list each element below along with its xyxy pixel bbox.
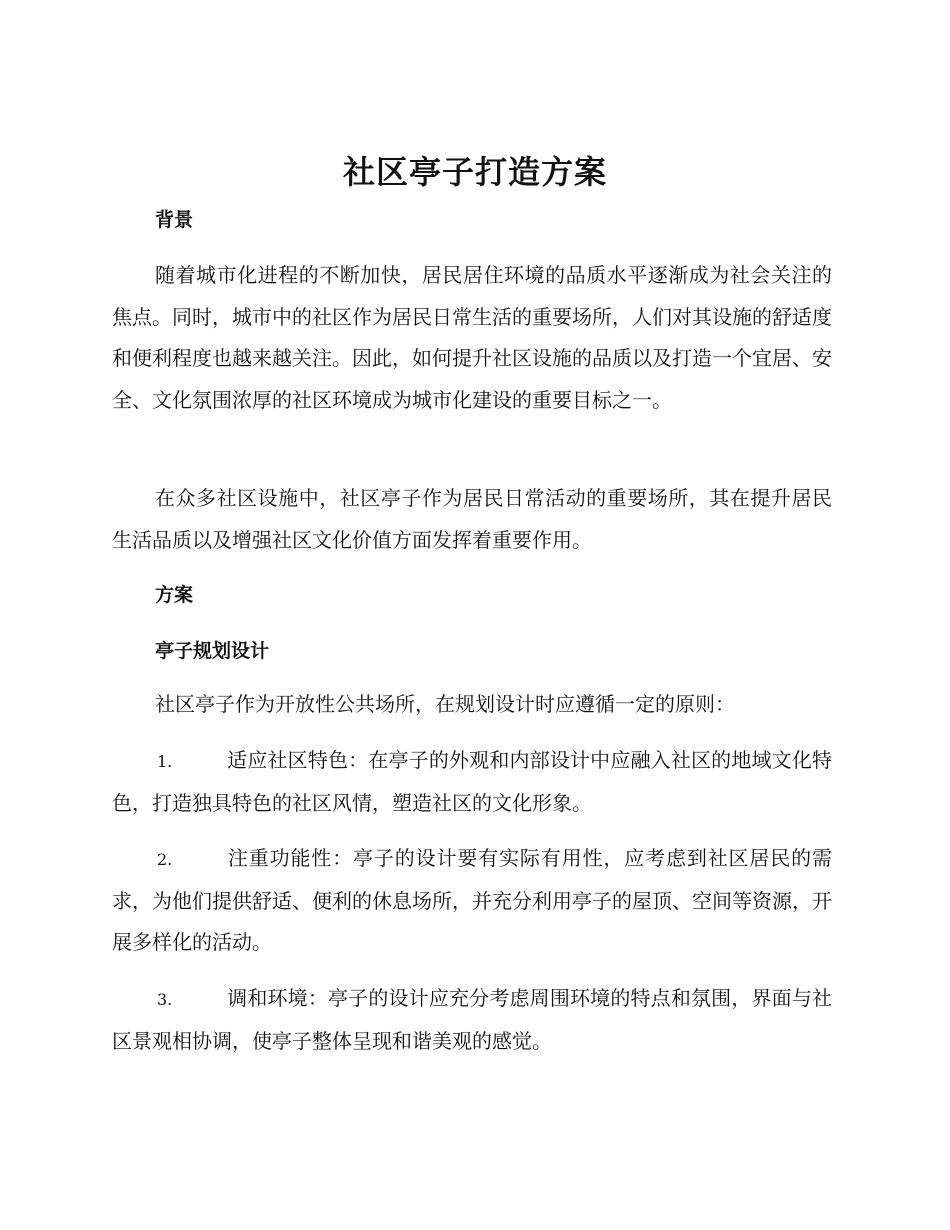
section-heading-background: 背景: [155, 209, 194, 231]
principle-item-3: [112, 978, 832, 1062]
section-heading-design: 亭子规划设计: [155, 640, 270, 662]
principle-number: 2.: [157, 850, 173, 869]
principle-text: 调和环境：亭子的设计应充分考虑周围环境的特点和氛围，界面与社区景观相协调，使亭子整体呈现和谐美观的感觉。: [112, 986, 832, 1053]
principle-item-2: [112, 838, 832, 964]
principle-text: 注重功能性：亭子的设计要有实际有用性，应考虑到社区居民的需求，为他们提供舒适、便利的休息场所，并充分利用亭子的屋顶、空间等资源，开展多样化的活动。: [112, 846, 832, 954]
principle-item-1: [112, 740, 832, 824]
section-heading-plan: 方案: [155, 584, 194, 606]
principle-number: 3.: [157, 990, 173, 1009]
principle-number: 1.: [157, 752, 173, 771]
document-title: 社区亭子打造方案: [342, 153, 607, 191]
principle-text: 适应社区特色：在亭子的外观和内部设计中应融入社区的地域文化特色，打造独具特色的社区风情，塑造社区的文化形象。: [112, 748, 832, 815]
design-intro-paragraph: 社区亭子作为开放性公共场所，在规划设计时应遵循一定的原则：: [155, 692, 735, 716]
background-paragraph-1: 随着城市化进程的不断加快，居民居住环境的品质水平逐渐成为社会关注的焦点。同时，城市中的社区作为居民日常生活的重要场所，人们对其设施的舒适度和便利程度也越来越关注。因此，如何提升社区设施的品质以及打造一个宜居、安全、文化氛围浓厚的社区环境成为城市化建设的重要目标之一。: [112, 263, 832, 412]
background-paragraph-2: 在众多社区设施中，社区亭子作为居民日常活动的重要场所，其在提升居民生活品质以及增强社区文化价值方面发挥着重要作用。: [112, 486, 832, 552]
